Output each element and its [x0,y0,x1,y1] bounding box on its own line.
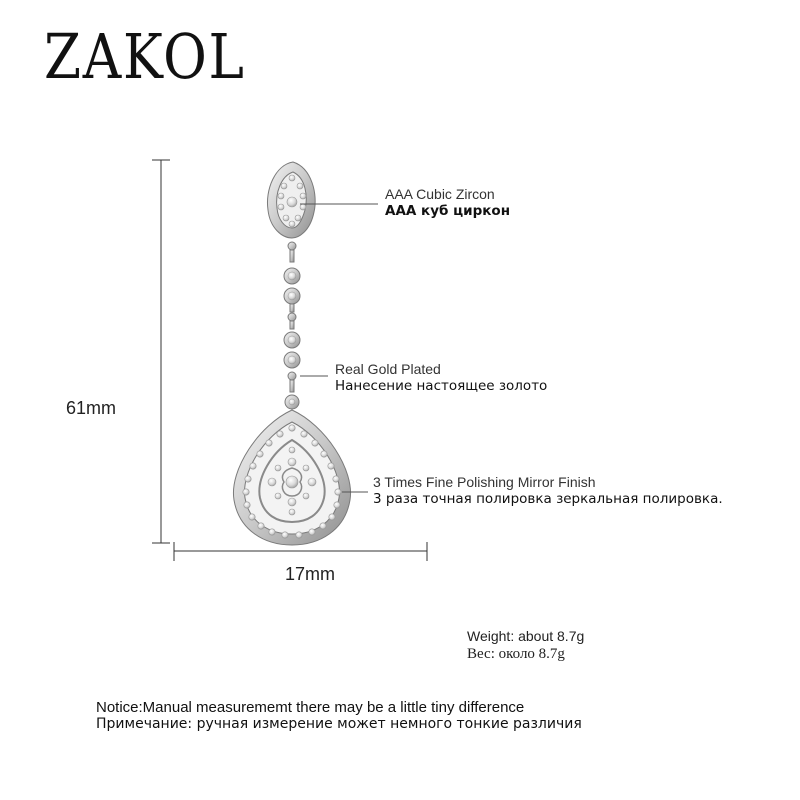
notice-ru: Примечание: ручная измерение может немного тонкие различия [96,716,582,732]
notice-en: Notice:Manual measurememt there may be a little tiny difference [96,699,525,716]
earring [233,162,350,545]
feature-label-polish [373,474,723,508]
feature-label-ru: Нанесение настоящее золото [335,378,548,394]
weight-en: Weight: about 8.7g [467,628,585,644]
feature-label-en: AAA Cubic Zircon [385,186,495,202]
notice [96,699,582,733]
weight-ru: Вес: около 8.7g [467,646,565,662]
brand-logo: ZAKOL [44,20,246,93]
feature-label-en: 3 Times Fine Polishing Mirror Finish [373,474,596,490]
feature-label-en: Real Gold Plated [335,361,441,377]
feature-label-ru: AAA куб циркон [385,203,511,219]
width-dimension-label: 17mm [285,564,336,584]
feature-label-ru: 3 раза точная полировка зеркальная полировка. [373,491,723,507]
feature-label-zircon [385,186,510,220]
earring-chain [284,242,300,409]
height-dimension-line [152,160,170,543]
feature-label-gold [335,361,547,395]
height-dimension-label: 61mm [66,398,117,418]
weight-info [467,627,584,663]
